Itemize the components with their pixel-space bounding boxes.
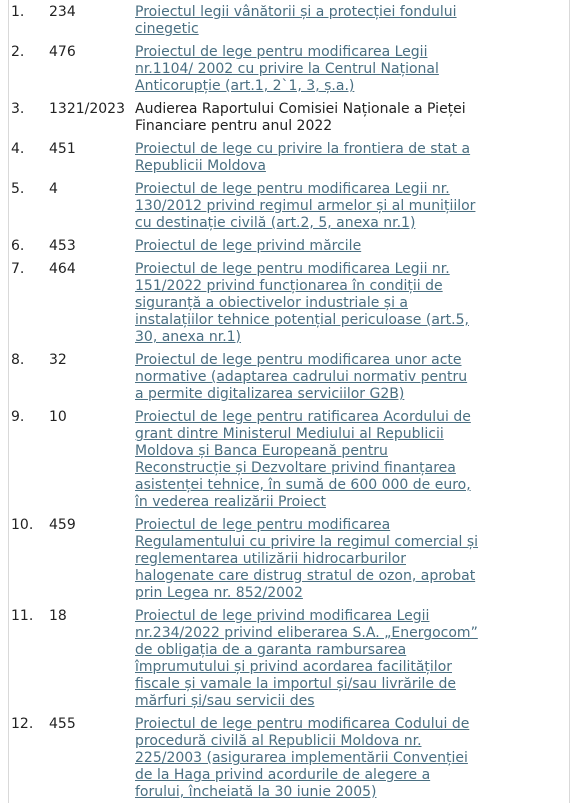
item-title-link[interactable] xyxy=(135,238,361,254)
title-line: reglementarea utilizării hidrocarburilor xyxy=(135,551,406,567)
item-number: 12. xyxy=(11,716,34,732)
item-title-link[interactable] xyxy=(135,4,457,37)
agenda-row xyxy=(11,0,495,40)
item-title-link[interactable] xyxy=(135,261,469,345)
item-code: 459 xyxy=(49,517,76,533)
agenda-row xyxy=(11,97,495,137)
title-line: instalațiilor tehnice potențial periculoase (art.5, xyxy=(135,312,469,328)
item-title-link[interactable] xyxy=(135,181,475,231)
title-line: Republicii Moldova xyxy=(135,158,266,174)
item-code: 451 xyxy=(49,141,76,157)
title-line: Proiectul de lege pentru ratificarea Acordului de xyxy=(135,409,471,425)
agenda-row xyxy=(11,405,495,513)
item-title-cell xyxy=(135,177,495,234)
title-line: 151/2022 privind funcționarea în condiții de xyxy=(135,278,443,294)
item-title-link[interactable] xyxy=(135,716,469,800)
title-line: Proiectul de lege cu privire la frontiera de stat a xyxy=(135,141,471,157)
agenda-row xyxy=(11,712,495,803)
title-line: mărfuri și/sau servicii des xyxy=(135,693,315,709)
title-line: Moldova și Banca Europeană pentru xyxy=(135,443,388,459)
item-number: 6. xyxy=(11,238,25,254)
title-line: Proiectul de lege pentru modificarea unor acte xyxy=(135,352,462,368)
item-code: 476 xyxy=(49,44,76,60)
title-line: 225/2003 (asigurarea implementării Convenției xyxy=(135,750,468,766)
item-code: 18 xyxy=(49,608,67,624)
title-line: Audierea Raportului Comisiei Naționale a Pieței xyxy=(135,101,466,117)
title-line: de la Haga privind acordurile de alegere a xyxy=(135,767,431,783)
item-number: 8. xyxy=(11,352,25,368)
agenda-row xyxy=(11,177,495,234)
item-code: 234 xyxy=(49,4,76,20)
title-line: asistenței tehnice, în sumă de 600 000 de euro, xyxy=(135,477,471,493)
item-title-link[interactable] xyxy=(135,44,439,94)
item-title-cell xyxy=(135,0,495,40)
title-line: prin Legea nr. 852/2002 xyxy=(135,585,303,601)
agenda-table xyxy=(11,0,495,803)
item-title-cell xyxy=(135,405,495,513)
item-title-link[interactable] xyxy=(135,608,478,709)
title-line: Proiectul de lege pentru modificarea Legii nr. xyxy=(135,261,450,277)
item-code: 32 xyxy=(49,352,67,368)
title-line: Anticorupție (art.1, 2`1, 3, ș.a.) xyxy=(135,78,355,94)
title-line: Proiectul de lege privind mărcile xyxy=(135,238,362,254)
title-line: a permite digitalizarea serviciilor G2B) xyxy=(135,386,405,402)
title-line: Proiectul de lege pentru modificarea xyxy=(135,517,391,533)
agenda-row xyxy=(11,604,495,712)
item-title-cell xyxy=(135,712,495,803)
item-number: 3. xyxy=(11,101,25,117)
title-line: grant dintre Ministerul Mediului al Republicii xyxy=(135,426,444,442)
title-line: Proiectul de lege privind modificarea Legii xyxy=(135,608,430,624)
item-title-cell xyxy=(135,257,495,348)
item-title-link[interactable] xyxy=(135,141,470,174)
item-number: 11. xyxy=(11,608,34,624)
agenda-row xyxy=(11,257,495,348)
title-line: cinegetic xyxy=(135,21,199,37)
item-title-cell xyxy=(135,97,495,137)
item-title-cell xyxy=(135,40,495,97)
item-code: 4 xyxy=(49,181,58,197)
item-title-cell xyxy=(135,234,495,257)
title-line: Proiectul de lege pentru modificarea Codului de xyxy=(135,716,470,732)
title-line: procedură civilă al Republicii Moldova nr. xyxy=(135,733,422,749)
title-line: normative (adaptarea cadrului normativ pentru xyxy=(135,369,468,385)
title-line: de obligația de a garanta rambursarea xyxy=(135,642,407,658)
item-number: 7. xyxy=(11,261,25,277)
item-title-link[interactable] xyxy=(135,517,478,601)
item-number: 1. xyxy=(11,4,25,20)
title-line: 30, anexa nr.1) xyxy=(135,329,242,345)
item-code: 464 xyxy=(49,261,76,277)
item-number: 9. xyxy=(11,409,25,425)
item-number: 4. xyxy=(11,141,25,157)
item-code: 453 xyxy=(49,238,76,254)
title-line: cu destinație civilă (art.2, 5, anexa nr.1) xyxy=(135,215,416,231)
item-number: 5. xyxy=(11,181,25,197)
title-line: Regulamentului cu privire la regimul comercial și xyxy=(135,534,479,550)
title-line: Proiectul legii vânătorii și a protecției fondului xyxy=(135,4,457,20)
item-number: 2. xyxy=(11,44,25,60)
item-code: 455 xyxy=(49,716,76,732)
title-line: forului, încheiată la 30 iunie 2005) xyxy=(135,784,377,800)
title-line: împrumutului și privind acordarea facilităților xyxy=(135,659,453,675)
item-title-cell xyxy=(135,348,495,405)
item-title-cell xyxy=(135,513,495,604)
item-title-text xyxy=(135,101,466,134)
agenda-table-body xyxy=(11,0,495,803)
item-title-cell xyxy=(135,604,495,712)
title-line: Reconstrucție și Dezvoltare privind finanțarea xyxy=(135,460,456,476)
item-number: 10. xyxy=(11,517,34,533)
item-title-link[interactable] xyxy=(135,352,467,402)
item-code: 1321/2023 xyxy=(49,101,125,117)
agenda-row xyxy=(11,234,495,257)
item-code: 10 xyxy=(49,409,67,425)
title-line: în vederea realizării Proiect xyxy=(135,494,326,510)
title-line: Financiare pentru anul 2022 xyxy=(135,118,333,134)
agenda-row xyxy=(11,137,495,177)
title-line: 130/2012 privind regimul armelor și al munițiilor xyxy=(135,198,476,214)
title-line: Proiectul de lege pentru modificarea Legii nr. xyxy=(135,181,450,197)
agenda-row xyxy=(11,348,495,405)
agenda-row xyxy=(11,40,495,97)
title-line: Proiectul de lege pentru modificarea Legii xyxy=(135,44,428,60)
title-line: nr.1104/ 2002 cu privire la Centrul Național xyxy=(135,61,439,77)
title-line: fiscale și vamale la importul și/sau livrările de xyxy=(135,676,456,692)
item-title-link[interactable] xyxy=(135,409,471,510)
item-title-cell xyxy=(135,137,495,177)
title-line: siguranță a obiectivelor industriale și a xyxy=(135,295,408,311)
title-line: nr.234/2022 privind eliberarea S.A. „Energocom” xyxy=(135,625,478,641)
title-line: halogenate care distrug stratul de ozon, aprobat xyxy=(135,568,476,584)
agenda-row xyxy=(11,513,495,604)
